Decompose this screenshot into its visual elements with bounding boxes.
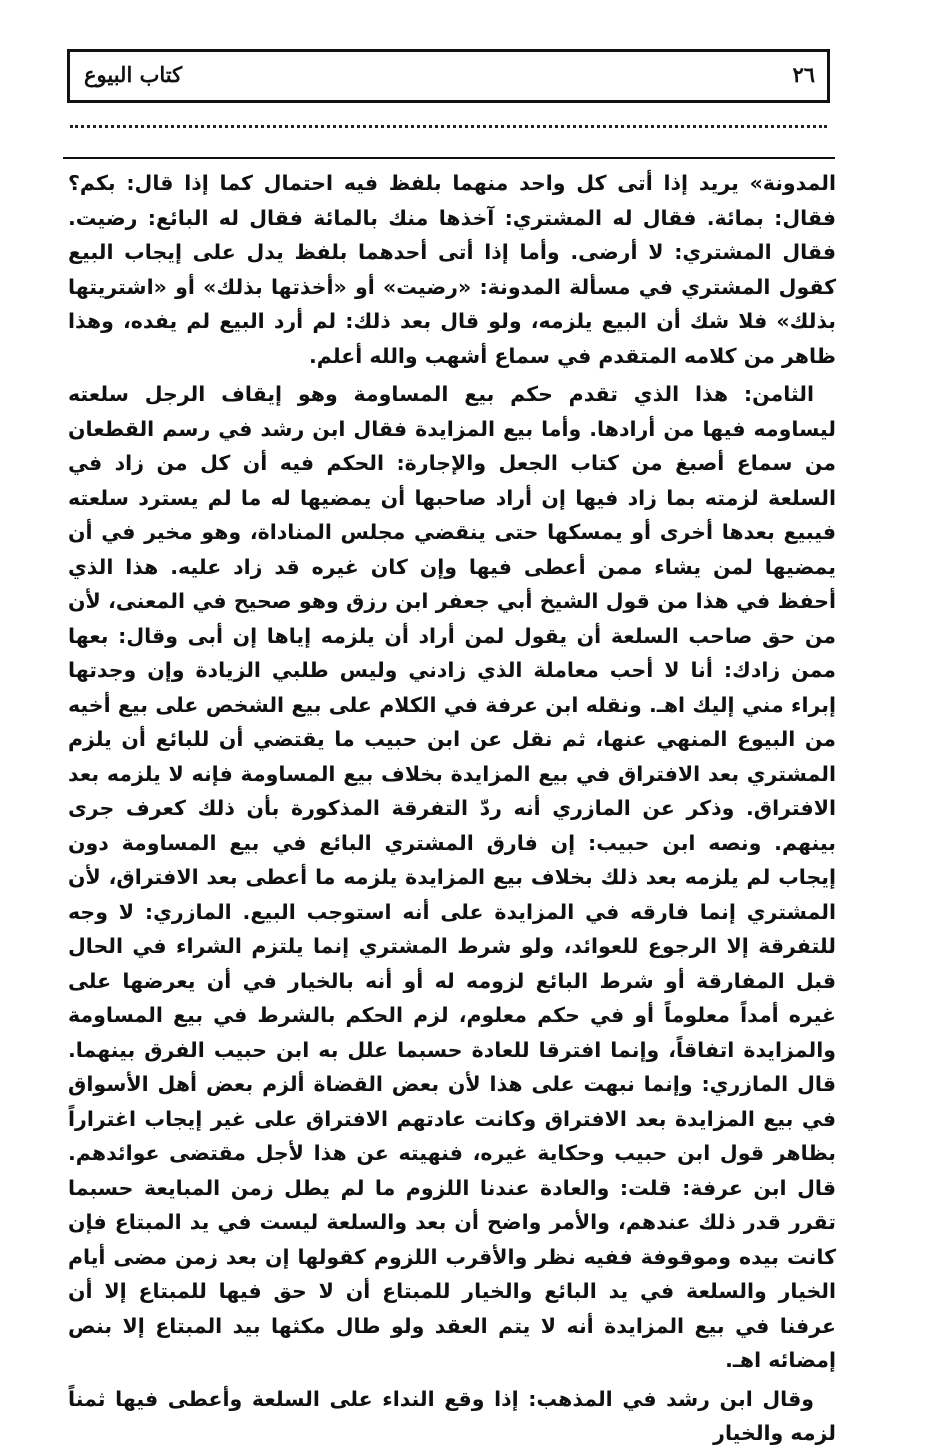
paragraph-eighth-point: الثامن: هذا الذي تقدم حكم بيع المساومة وهو إيقاف الرجل سلعته ليساومه فيها من أرادها. وأما بيع المزايدة فقال ابن رشد في رسم القطعان من سماع أصبغ من كتاب الجعل والإجارة: الحكم فيه أن كل من زاد في السلعة لزمته بما زاد فيها إن أراد صاحبها أن يمضيها له ما لم يسترد سلعته فيبيع بعدها أخرى أو يمسكها حتى ينقضي مجلس المناداة، وهو مخير في أن يمضيها لمن يشاء ممن أعطى فيها وإن كان غيره قد زاد عليه. هذا الذي أحفظ في هذا من قول الشيخ أبي جعفر ابن رزق وهو صحيح في المعنى، لأن من حق صاحب السلعة أن يقول لمن أراد أن يلزمه إياها إن أبى وقال: بعها ممن زادك: أنا لا أحب معاملة الذي زادني وليس طلبي الزيادة وإن وجدتها إبراء مني إليك اهـ. ونقله ابن عرفة في الكلام على بيع الشخص على بيع أخيه من البيوع المنهي عنها، ثم نقل عن ابن حبيب ما يقتضي أن للبائع أن يلزم المشتري بعد الافتراق في بيع المزايدة بخلاف بيع المساومة فإنه لا يلزمه بعد الافتراق. وذكر عن المازري أنه ردّ التفرقة المذكورة بأن ذلك كعرف جرى بينهم. ونصه ابن حبيب: إن فارق المشتري البائع في بيع المساومة دون إيجاب لم يلزمه بعد ذلك بخلاف بيع المزايدة يلزمه ما أعطى بعد الافتراق، لأن المشتري إنما فارقه في المزايدة على أنه استوجب البيع. المازري: لا وجه للتفرقة إلا الرجوع للعوائد، ولو شرط المشتري إنما يلتزم الشراء في الحال قبل المفارقة أو شرط البائع لزومه له أو أنه بالخيار في أن يعرضها على غيره أمداً معلوماً أو في حكم معلوم، لزم الحكم بالشرط في بيع المساومة والمزايدة اتفاقاً، وإنما افترقا للعادة حسبما علل به ابن حبيب الفرق بينهما. قال المازري: وإنما نبهت على هذا لأن بعض القضاة ألزم بعض أهل الأسواق في بيع المزايدة بعد الافتراق وكانت عادتهم الافتراق على غير إيجاب اغتراراً بظاهر قول ابن حبيب وحكاية غيره، فنهيته عن هذا لأجل مقتضى عوائدهم. قال ابن عرفة: قلت: والعادة عندنا اللزوم ما لم يطل زمن المبايعة حسبما تقرر قدر ذلك عندهم، والأمر واضح أن بعد والسلعة ليست في يد المبتاع فإن كانت بيده وموقوفة ففيه نظر والأقرب اللزوم كقولها إن بعد زمن مضى أيام الخيار والسلعة في يد البائع والخيار للمبتاع أن لا حق فيها للمبتاع إلا أن عرفنا في بيع المزايدة أنه لا يتم العقد ولو طال مكثها بيد المبتاع إلا بنص إمضائه اهـ. <box>68 382 836 1372</box>
paragraph-ibn-rushd: وقال ابن رشد في المذهب: إذا وقع النداء على السلعة وأعطى فيها ثمناً لزمه والخيار <box>68 1386 836 1445</box>
header-rule <box>63 157 835 159</box>
dotted-divider <box>70 125 827 128</box>
paragraph-continuation: المدونة» يريد إذا أتى كل واحد منهما بلفظ فيه احتمال كما إذا قال: بكم؟ فقال: بمائة. فقال له المشتري: آخذها منك بالمائة فقال له البائع: رضيت. فقال المشتري: لا أرضى. وأما إذا أتى أحدهما بلفظ يدل على إيجاب البيع كقول المشتري في مسألة المدونة: «رضيت» أو «أخذتها بذلك» أو «اشتريتها بذلك» فلا شك أن البيع يلزمه، ولو قال بعد ذلك: لم أرد البيع لم يفده، وهذا ظاهر من كلامه المتقدم في سماع أشهب والله أعلم. <box>68 171 836 368</box>
running-header <box>67 49 830 103</box>
body-text <box>68 166 836 1455</box>
book-title: كتاب البيوع <box>84 62 183 87</box>
page-number: ٢٦ <box>792 62 815 87</box>
